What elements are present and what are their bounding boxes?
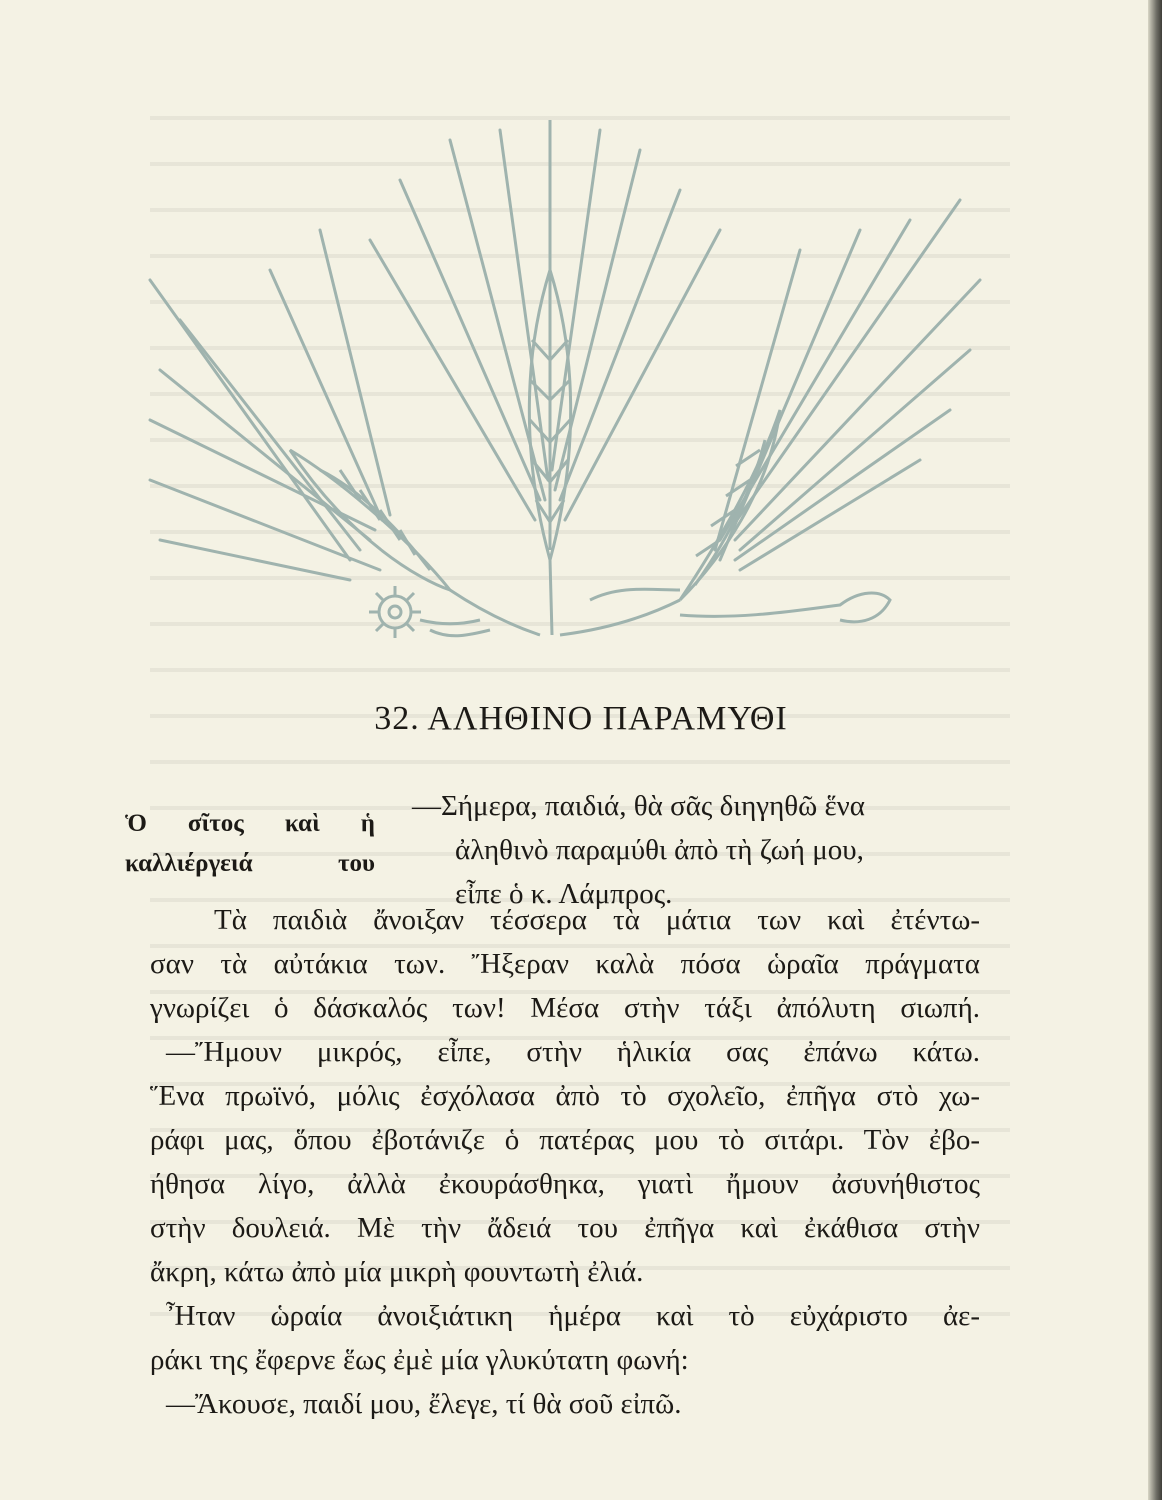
text-line: στὴν δουλειά. Μὲ τὴν ἄδειά του ἐπῆγα καὶ ἐκάθισα στὴν [150,1212,980,1244]
margin-note [125,804,375,884]
text-line: —Ἤμουν μικρός, εἶπε, στὴν ἡλικία σας ἐπάνω κάτω. [166,1036,980,1068]
wheat-illustration [120,120,1020,660]
text-line: εἶπε ὁ κ. Λάμπρος. [455,878,673,910]
text-line: ήθησα λίγο, ἀλλὰ ἐκουράσθηκα, γιατὶ ἤμουν ἀσυνήθιστος [150,1168,980,1200]
margin-note-line: Ὁ σῖτος καὶ ἡ [125,810,375,837]
text-line: —Σήμερα, παιδιά, θὰ σᾶς διηγηθῶ ἕνα [412,790,865,822]
lesson-title: 32. ΑΛΗΘΙΝΟ ΠΑΡΑΜΥΘΙ [374,700,788,737]
text-line: σαν τὰ αὐτάκια των. Ἤξεραν καλὰ πόσα ὡραῖα πράγματα [150,948,980,980]
text-line: ἀληθινὸ παραμύθι ἀπὸ τὴ ζωή μου, [455,834,864,866]
text-line: Τὰ παιδιὰ ἄνοιξαν τέσσερα τὰ μάτια των καὶ ἐτέντω- [214,904,980,936]
text-line: ἄκρη, κάτω ἀπὸ μία μικρὴ φουντωτὴ ἐλιά. [150,1256,644,1288]
story-body [150,898,980,1426]
text-line: γνωρίζει ὁ δάσκαλός των! Μέσα στὴν τάξι ἀπόλυτη σιωπή. [150,992,980,1024]
page-edge-shadow [1148,0,1162,1500]
opening-paragraph [412,784,980,916]
text-line: ράκι της ἔφερνε ἕως ἐμὲ μία γλυκύτατη φωνή: [150,1344,689,1376]
margin-note-line: καλλιέργειά του [125,850,375,877]
text-line: Ἕνα πρωϊνό, μόλις ἐσχόλασα ἀπὸ τὸ σχολεῖο, ἐπῆγα στὸ χω- [150,1080,980,1112]
text-line: ράφι μας, ὅπου ἐβοτάνιζε ὁ πατέρας μου τὸ σιτάρι. Τὸν ἐβο- [150,1124,980,1156]
text-line: —Ἄκουσε, παιδί μου, ἔλεγε, τί θὰ σοῦ εἰπῶ. [166,1388,682,1420]
text-line: Ἦταν ὡραία ἀνοιξιάτικη ἡμέρα καὶ τὸ εὐχάριστο ἀε- [166,1300,980,1332]
